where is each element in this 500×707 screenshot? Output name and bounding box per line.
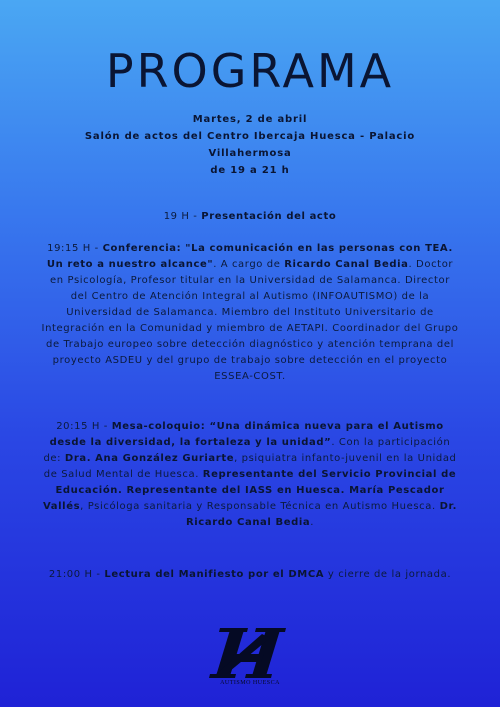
agenda-heading: Lectura del Manifiesto por el DMCA: [104, 569, 325, 580]
agenda-item-closing: [40, 567, 460, 583]
agenda-item-conference: [40, 241, 460, 385]
logo-text: AUTISMO HUESCA: [220, 680, 280, 686]
participant-role: , Psicóloga sanitaria y Responsable Técnica en Autismo Huesca.: [80, 501, 440, 512]
event-venue-line2: Villahermosa: [208, 148, 292, 159]
event-time: de 19 a 21 h: [210, 165, 290, 176]
event-header: [40, 111, 460, 179]
speaker-name: Ricardo Canal Bedia: [284, 259, 409, 270]
agenda-heading: Conferencia: "La comunicación en las personas con TEA. Un reto a nuestro alcance": [46, 243, 453, 270]
agenda-item-presentation: [40, 209, 460, 225]
agenda-text: . Con la participación de:: [43, 437, 451, 464]
event-venue-line1: Salón de actos del Centro Ibercaja Huesca - Palacio: [84, 131, 416, 142]
agenda-heading: Mesa-coloquio: “Una dinámica nueva para el Autismo desde la diversidad, la fortaleza y la unidad”: [49, 421, 444, 448]
participant-name: Dr. Ricardo Canal Bedia: [185, 501, 457, 528]
participant-role: , psiquiatra infanto-juvenil en la Unidad de Salud Mental de Huesca.: [43, 453, 457, 480]
agenda-text: . A cargo de: [213, 259, 285, 270]
agenda-text: .: [310, 517, 315, 528]
agenda-time: 19:15 H -: [47, 243, 103, 254]
agenda-heading: Presentación del acto: [201, 211, 337, 222]
agenda-time: 19 H -: [163, 211, 202, 222]
agenda-text: y cierre de la jornada.: [324, 569, 452, 580]
participant-name: Representante del Servicio Provincial de Educación. Representante del IASS en Huesca. María Pescador Vallés: [43, 469, 457, 512]
agenda-item-round-table: [40, 419, 460, 531]
agenda-time: 21:00 H -: [48, 569, 105, 580]
participant-name: Dra. Ana González Guriarte: [64, 453, 235, 464]
event-date: Martes, 2 de abril: [192, 114, 308, 125]
speaker-bio: . Doctor en Psicología, Profesor titular en la Universidad de Salamanca. Director del Centro de Atención Integral al Autismo (INFOAUTISMO) de la Universidad de Salamanca. Miembro del Instituto Universitario de Integración en la Comunidad y miembro de AETAPI. Coordinador del Grupo de Trabajo europeo sobre detección diagnóstico y atención temprana del proyecto ASDEU y del grupo de trabajo sobre detección en el proyecto ESSEA-COST.: [41, 259, 459, 382]
agenda-time: 20:15 H -: [56, 421, 112, 432]
page-title: PROGRAMA: [105, 44, 395, 98]
